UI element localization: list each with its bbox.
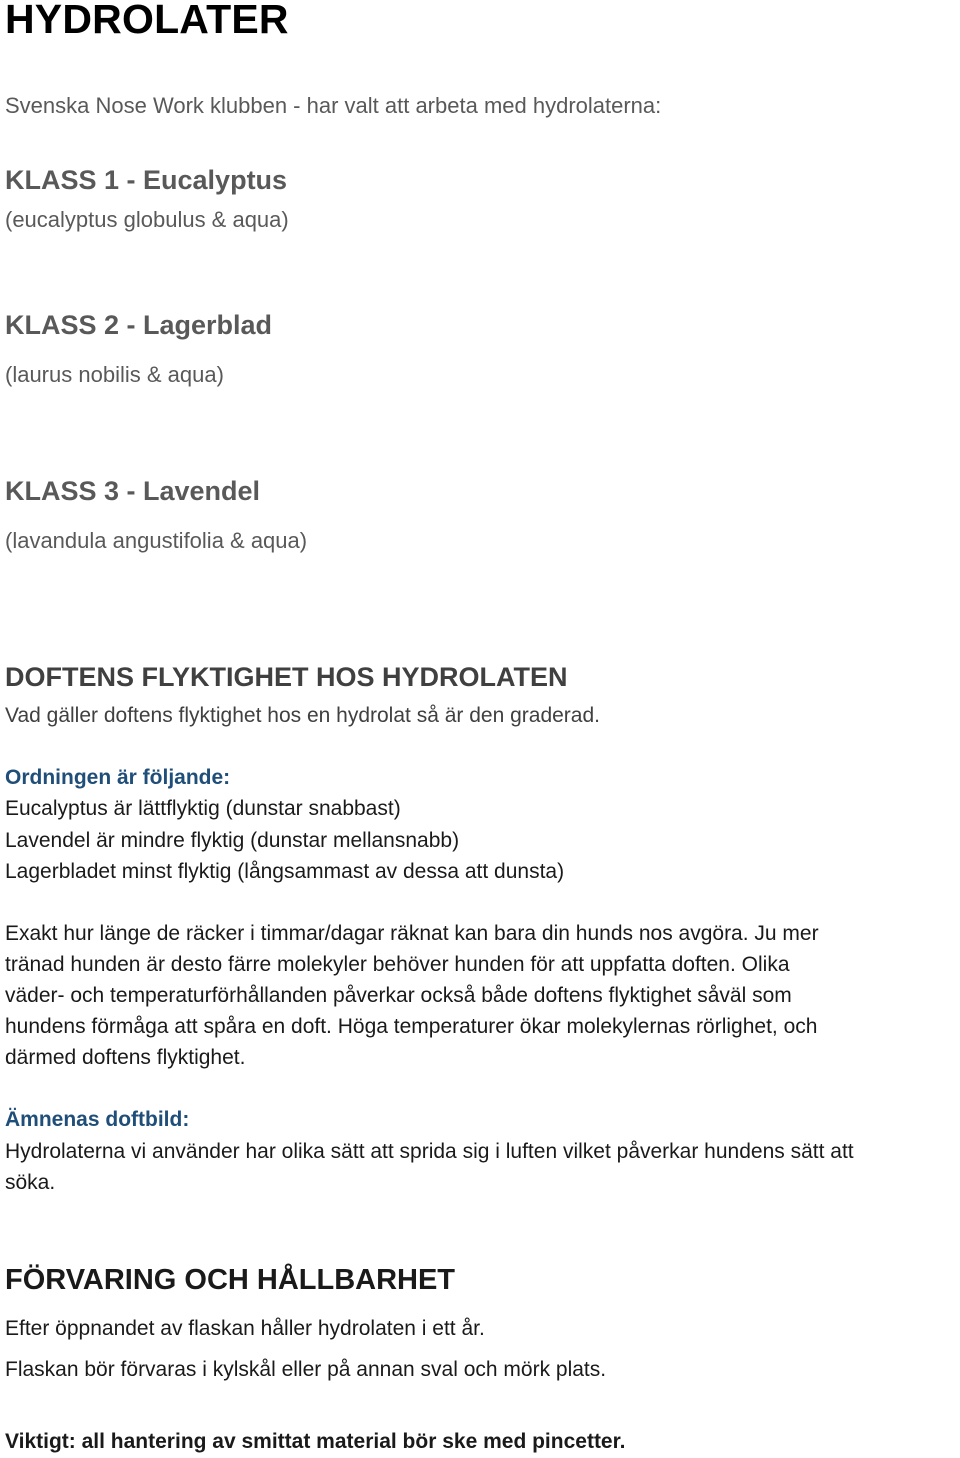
class-2-heading: KLASS 2 - Lagerblad xyxy=(5,310,273,340)
volatility-paragraph-line: väder- och temperaturförhållanden påverkar också både doftens flyktighet såväl som xyxy=(5,984,792,1007)
storage-line-1: Efter öppnandet av flaskan håller hydrolaten i ett år. xyxy=(5,1317,485,1340)
order-item: Lagerbladet minst flyktig (långsammast av dessa att dunsta) xyxy=(5,860,565,883)
class-1-heading: KLASS 1 - Eucalyptus xyxy=(5,165,288,195)
scent-profile-text-line: söka. xyxy=(5,1171,56,1194)
volatility-paragraph-line: därmed doftens flyktighet. xyxy=(5,1046,246,1069)
scent-profile-label: Ämnenas doftbild: xyxy=(5,1108,190,1131)
volatility-heading: DOFTENS FLYKTIGHET HOS HYDROLATEN xyxy=(5,662,568,692)
storage-heading: FÖRVARING OCH HÅLLBARHET xyxy=(5,1264,456,1296)
class-1-latin: (eucalyptus globulus & aqua) xyxy=(5,207,289,232)
page-title: HYDROLATER xyxy=(5,0,289,42)
scent-profile-text-line: Hydrolaterna vi använder har olika sätt att sprida sig i luften vilket påverkar hundens sätt att xyxy=(5,1140,854,1163)
important-note: Viktigt: all hantering av smittat material bör ske med pincetter. xyxy=(5,1430,626,1453)
storage-line-2: Flaskan bör förvaras i kylskål eller på annan sval och mörk plats. xyxy=(5,1358,607,1381)
volatility-paragraph-line: tränad hunden är desto färre molekyler behöver hunden för att uppfatta doften. Olika xyxy=(5,953,790,976)
volatility-paragraph-line: Exakt hur länge de räcker i timmar/dagar räknat kan bara din hunds nos avgöra. Ju mer xyxy=(5,922,819,945)
class-2-latin: (laurus nobilis & aqua) xyxy=(5,362,224,387)
volatility-paragraph-line: hundens förmåga att spåra en doft. Höga temperaturer ökar molekylernas rörlighet, och xyxy=(5,1015,818,1038)
order-item: Eucalyptus är lättflyktig (dunstar snabbast) xyxy=(5,797,401,820)
order-item: Lavendel är mindre flyktig (dunstar mellansnabb) xyxy=(5,829,460,852)
class-3-latin: (lavandula angustifolia & aqua) xyxy=(5,528,308,553)
order-label: Ordningen är följande: xyxy=(5,766,231,789)
class-3-heading: KLASS 3 - Lavendel xyxy=(5,476,261,506)
intro-text: Svenska Nose Work klubben - har valt att arbeta med hydrolaterna: xyxy=(5,93,662,118)
volatility-subheading: Vad gäller doftens flyktighet hos en hydrolat så är den graderad. xyxy=(5,704,600,727)
